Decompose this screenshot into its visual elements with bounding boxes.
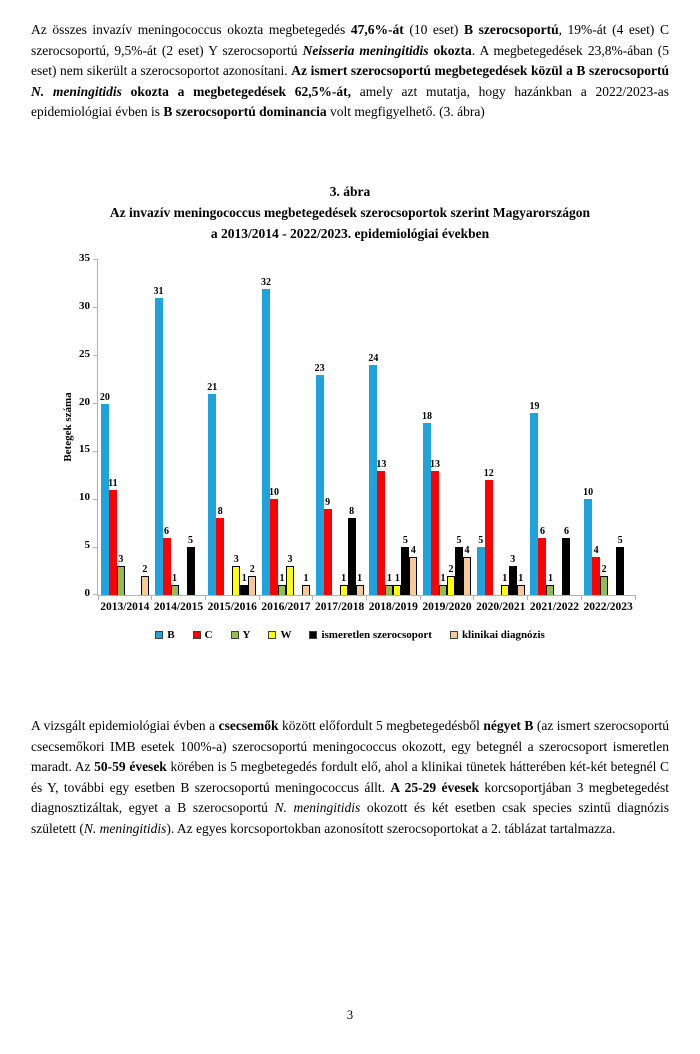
bar-value-label: 12 [483,468,494,480]
bar-value-label: 5 [617,535,623,547]
bar [616,547,624,595]
text-segment: A 25-29 évesek [390,779,479,795]
text-segment: csecsemők [218,717,279,733]
bar-slot [240,573,248,595]
y-tick-label: 35 [79,251,90,264]
bar-slot [278,573,286,595]
bar-value-label: 2 [601,563,607,575]
text-segment: N. meningitidis [83,820,167,836]
bar [155,298,163,595]
legend-item [155,629,174,641]
bar [485,480,493,595]
bar [141,576,149,595]
bar [546,585,554,595]
text-segment: 47,6%-át [350,22,404,37]
bar-slot [248,564,256,595]
bar [248,576,256,595]
bar-slot [592,545,600,595]
bar-slot [187,535,195,595]
bar-slot [171,573,179,595]
text-segment: okozta a megbetegedések 62,5%-át, [121,83,352,99]
text-segment: volt megfigyelhető. (3. ábra) [326,104,485,120]
x-axis-tick [312,595,313,600]
y-tick-label: 10 [79,491,90,504]
bar [431,471,439,595]
bar-value-label: 2 [142,563,148,575]
bar-value-label: 32 [260,276,271,288]
bar [109,490,117,595]
y-tick-label: 15 [79,443,90,456]
bar-slot [155,286,163,595]
bar-slot [477,535,485,595]
bar [584,499,592,595]
bar-value-label: 4 [410,544,416,556]
bar-value-label: 1 [357,573,363,585]
text-segment: , 19%-át (4 eset) C szerocsoportú, 9,5%-át (2 eset) Y szerocsoportú [31,22,669,58]
bar-slot [117,554,125,595]
bar-value-label: 10 [583,487,594,499]
bar [324,509,332,595]
bar-group [420,260,474,595]
bar [517,585,525,595]
x-axis-tick [205,595,206,600]
legend [31,629,669,641]
legend-item [309,629,431,641]
legend-item [193,629,213,641]
bar [447,576,455,595]
bar-value-label: 1 [303,573,309,585]
bar-slot [270,487,278,595]
bar [171,585,179,595]
legend-marker [450,631,458,639]
bar-value-label: 3 [287,554,293,566]
bar [530,413,538,595]
bar [423,423,431,595]
text-segment: okozott és két esetben csak species szintű diagnózis született ( [31,800,669,836]
bar [393,585,401,595]
bar-value-label: 1 [440,573,446,585]
bar-group [581,260,635,595]
bar-value-label: 5 [478,535,484,547]
bar-value-label: 3 [233,554,239,566]
bar-value-label: 1 [172,573,178,585]
bar-slot [501,573,509,595]
bar-value-label: 8 [217,506,223,518]
bar [270,499,278,595]
bar-value-label: 3 [510,554,516,566]
bar-group [259,260,313,595]
bar-slot [302,573,310,595]
bar [117,566,125,595]
bar [463,557,471,595]
bar-value-label: 9 [325,496,331,508]
x-tick-label: 2016/2017 [261,600,311,613]
x-axis-tick [98,595,99,600]
legend-marker [231,631,239,639]
bar-value-label: 6 [563,525,569,537]
bar [592,557,600,595]
text-segment: körében is 5 megbetegedés fordult elő, ahol a klinikai tünetek hátterében két-két betegnél C és Y, további egy esetben B szerocsoportú meningococcus állt. [31,759,670,795]
bar-slot [356,573,364,595]
bar-value-label: 1 [279,573,285,585]
x-axis-tick [635,595,636,600]
legend-label: C [204,628,213,641]
bar-slot [509,554,517,595]
x-tick-label: 2013/2014 [100,600,150,613]
bar-slot [208,382,216,595]
bar-value-label: 4 [464,544,470,556]
text-segment: Neisseria meningitidis [302,42,429,58]
legend-label: Y [242,628,251,641]
bar-value-label: 31 [153,286,164,298]
bar [385,585,393,595]
bar-group [98,260,152,595]
bar [409,557,417,595]
text-segment: N. meningitidis [31,83,122,99]
bar-value-label: 1 [547,573,553,585]
bar [600,576,608,595]
bar-value-label: 23 [314,362,325,374]
legend-label: B [167,628,175,641]
bar [262,289,270,595]
bar-value-label: 3 [118,554,124,566]
bar-slot [369,353,377,595]
text-segment: N. meningitidis [274,800,361,816]
bar-slot [517,573,525,595]
text-segment: B szerocsoportú dominancia [163,104,327,120]
bar-group [528,260,582,595]
bar [356,585,364,595]
legend-label: W [280,628,292,641]
bar-value-label: 13 [376,458,387,470]
bar [439,585,447,595]
bar [101,404,109,595]
x-axis-tick [420,595,421,600]
text-segment: A vizsgált epidemiológiai évben a [31,717,219,733]
bar-slot [463,545,471,595]
legend-item [268,629,291,641]
bar [455,547,463,595]
x-tick-label: 2018/2019 [368,600,418,613]
bar [401,547,409,595]
text-segment: . A megbetegedések 23,8%-ában (5 eset) nem sikerült a szerocsoportot azonosítani. [31,42,670,79]
bar-value-label: 21 [207,381,218,393]
bar [216,518,224,595]
text-segment: között előfordult 5 megbetegedésből [278,717,484,733]
x-axis-tick [473,595,474,600]
bar-slot [163,526,171,595]
bar-group [152,260,206,595]
bar-group [205,260,259,595]
y-tick-label: 25 [79,347,90,360]
y-tick-label: 5 [84,539,90,552]
bar-slot [431,459,439,595]
bar-value-label: 5 [188,535,194,547]
legend-label: ismeretlen szerocsoport [321,628,432,641]
bar-slot [530,401,538,595]
bar-value-label: 20 [99,391,110,403]
bar-value-label: 2 [249,563,255,575]
bar-value-label: 1 [502,573,508,585]
bar-slot [423,411,431,595]
x-tick-label: 2017/2018 [315,600,365,613]
bar [163,538,171,595]
x-tick-label: 2019/2020 [422,600,472,613]
bar-slot [447,564,455,595]
figure-title [31,181,669,244]
bar-slot [439,573,447,595]
x-tick-label: 2015/2016 [207,600,257,613]
bar [232,566,240,595]
bar [562,538,570,595]
bar [377,471,385,595]
bar-value-label: 5 [402,535,408,547]
text-segment: (az ismert szerocsoportú csecsemőkori IMB esetek 100%-a) szerocsoportú meningococcus okozott, egy betegnél a szerocsoport ismeretlen maradt. Az [31,717,669,775]
bar [477,547,485,595]
bar [278,585,286,595]
bar [302,585,310,595]
bottom-paragraph [31,716,669,840]
legend-label: klinikai diagnózis [461,628,545,641]
bar-value-label: 1 [518,573,524,585]
bar-slot [216,506,224,595]
y-axis-title: Betegek száma [62,392,74,462]
y-tick-label: 0 [84,586,90,599]
text-segment: Az összes invazív meningococcus okozta megbetegedés [31,22,351,37]
text-segment: korcsoportjában 3 megbetegedést diagnosztizáltak, egyet a B szerocsoportú [31,779,669,816]
legend-marker [309,631,317,639]
x-tick-label: 2022/2023 [583,600,633,613]
bar [340,585,348,595]
bar-value-label: 24 [368,353,379,365]
text-segment: B szerocsoportú [464,22,559,37]
page-number: 3 [346,1008,354,1022]
bar-value-label: 5 [456,535,462,547]
bar-value-label: 4 [593,544,599,556]
text-segment: okozta [433,42,472,58]
bar-value-label: 18 [422,410,433,422]
x-tick-label: 2021/2022 [529,600,580,613]
bar-slot [485,468,493,595]
bar-value-label: 19 [529,401,540,413]
figure-title-line1: 3. ábra [329,183,371,199]
x-tick-label: 2014/2015 [153,600,204,613]
bar [501,585,509,595]
x-axis-tick [581,595,582,600]
bar-value-label: 6 [539,525,545,537]
bar-slot [348,506,356,595]
bar-slot [340,573,348,595]
bar-value-label: 1 [386,573,392,585]
bar-slot [377,459,385,595]
bar [316,375,324,595]
bar-value-label: 1 [341,573,347,585]
bar-slot [232,554,240,595]
figure-title-line2: Az invazív meningococcus megbetegedések szerocsoportok szerint Magyarországon [109,204,591,220]
bar-slot [401,535,409,595]
plot-area [79,251,635,613]
x-tick-label: 2020/2021 [476,600,526,613]
bar-value-label: 8 [349,506,355,518]
bar-group [474,260,528,595]
bar-slot [101,392,109,595]
bar-slot [538,526,546,595]
y-tick-label: 20 [79,395,90,408]
top-paragraph [31,20,669,123]
chart [31,251,669,669]
bar-value-label: 2 [448,563,454,575]
bar [286,566,294,595]
legend-marker [155,631,163,639]
bar [187,547,195,595]
bar-value-label: 10 [268,487,279,499]
bar-value-label: 6 [164,525,170,537]
bar-group [367,260,421,595]
bar-slot [562,526,570,595]
bar-value-label: 11 [108,477,118,489]
bar-slot [316,363,324,595]
legend-item [231,629,251,641]
text-segment: négyet B [483,717,534,733]
bar [538,538,546,595]
bar-slot [262,277,270,595]
bar [369,365,377,595]
bar-slot [385,573,393,595]
x-axis-tick [366,595,367,600]
bar-value-label: 13 [430,458,441,470]
legend-item [450,629,545,641]
bar-value-label: 1 [394,573,400,585]
bar [208,394,216,595]
text-segment: Az ismert szerocsoportú megbetegedések közül a B szerocsoportú [291,63,669,79]
bar-slot [324,497,332,595]
text-segment: 50-59 évesek [94,759,167,775]
bar-value-label: 1 [241,573,247,585]
bar-slot [616,535,624,595]
bar-slot [409,545,417,595]
bar [240,585,248,595]
legend-marker [268,631,276,639]
text-segment: ). Az egyes korcsoportokban azonosított szerocsoportokat a 2. táblázat tartalmazza. [166,820,616,836]
bar-slot [584,487,592,595]
bar-slot [600,564,608,595]
bar-slot [109,478,117,595]
bar-slot [286,554,294,595]
bar-slot [141,564,149,595]
bar-slot [393,573,401,595]
bar-slot [546,573,554,595]
bar [509,566,517,595]
bar-group [313,260,367,595]
x-axis-tick [527,595,528,600]
x-axis-tick [151,595,152,600]
y-tick-label: 30 [79,299,90,312]
legend-marker [193,631,201,639]
x-axis-tick [259,595,260,600]
bar-slot [455,535,463,595]
text-segment: (10 eset) [403,22,464,37]
text-segment: amely azt mutatja, hogy hazánkban a 2022/2023-as epidemiológiai évben is [31,83,669,120]
figure-title-line3: a 2013/2014 - 2022/2023. epidemiológiai években [210,225,490,241]
bar [348,518,356,595]
